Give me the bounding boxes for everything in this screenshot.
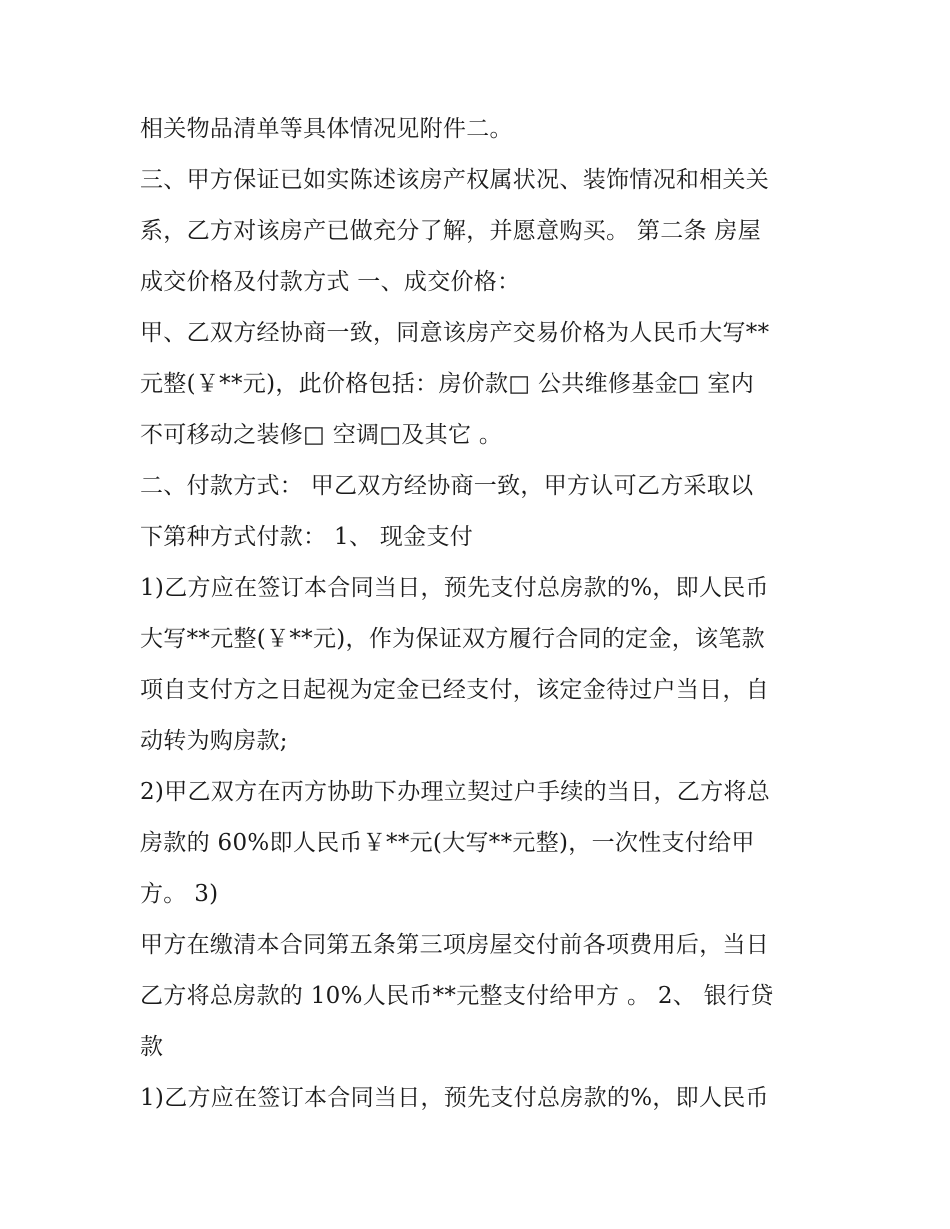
text-line: 项自支付方之日起视为定金已经支付，该定金待过户当日，自 <box>140 677 770 703</box>
text-line: 甲方在缴清本合同第五条第三项房屋交付前各项费用后，当日 <box>140 932 770 958</box>
text-line: 款 <box>140 1034 164 1060</box>
text-line: 房款的 60%即人民币￥**元(大写**元整)，一次性支付给甲 <box>140 830 755 856</box>
contract-text <box>140 104 820 1124</box>
text-line: 乙方将总房款的 10%人民币**元整支付给甲方 。 2、 银行贷 <box>140 983 774 1009</box>
text-line: 成交价格及付款方式 一、成交价格： <box>140 269 521 295</box>
text-line: 不可移动之装修□ 空调□及其它 。 <box>140 422 503 448</box>
text-line: 2)甲乙双方在丙方协助下办理立契过户手续的当日，乙方将总 <box>140 779 771 805</box>
text-line: 相关物品清单等具体情况见附件二。 <box>140 116 513 142</box>
text-line: 动转为购房款; <box>140 728 288 754</box>
text-line: 二、付款方式： 甲乙双方经协商一致，甲方认可乙方采取以 <box>140 473 754 499</box>
text-line: 元整(￥**元)，此价格包括：房价款□ 公共维修基金□ 室内 <box>140 371 755 397</box>
text-line: 1)乙方应在签订本合同当日，预先支付总房款的%，即人民币 <box>140 575 769 601</box>
text-line: 系，乙方对该房产已做充分了解，并愿意购买。 第二条 房屋 <box>140 218 762 244</box>
text-line: 大写**元整(￥**元)，作为保证双方履行合同的定金，该笔款 <box>140 626 765 652</box>
text-line: 甲、乙双方经协商一致，同意该房产交易价格为人民币大写** <box>140 320 770 346</box>
text-line: 三、甲方保证已如实陈述该房产权属状况、装饰情况和相关关 <box>140 167 770 193</box>
text-line: 方。 3) <box>140 881 219 907</box>
text-line: 1)乙方应在签订本合同当日，预先支付总房款的%，即人民币 <box>140 1085 769 1111</box>
text-line: 下第种方式付款： 1、 现金支付 <box>140 524 474 550</box>
